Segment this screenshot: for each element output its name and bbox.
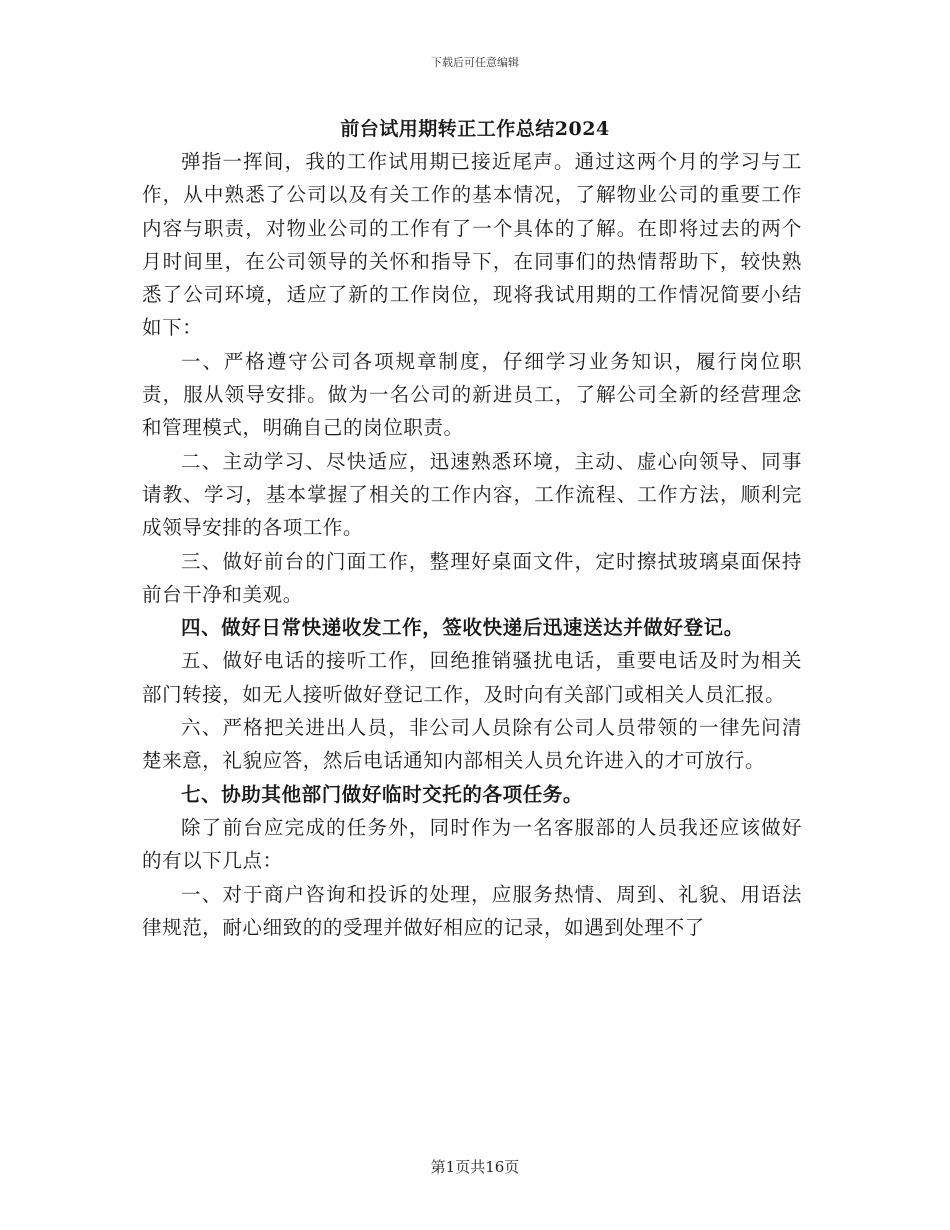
paragraph-item-2: 二、主动学习、尽快适应，迅速熟悉环境，主动、虚心向领导、同事请教、学习，基本掌握了相关的工作内容，工作流程、工作方法，顺利完成领导安排的各项工作。 [142,449,802,540]
paragraph-service-item-1: 一、对于商户咨询和投诉的处理，应服务热情、周到、礼貌、用语法律规范，耐心细致的的受理并做好相应的记录，如遇到处理不了 [142,882,802,939]
paragraph-item-7: 七、协助其他部门做好临时交托的各项任务。 [181,782,584,806]
paragraph-item-6: 六、严格把关进出人员，非公司人员除有公司人员带领的一律先问清楚来意，礼貌应答，然后电话通知内部相关人员允许进入的才可放行。 [142,716,802,773]
page-number-footer: 第1页共16页 [430,1158,520,1176]
paragraph-item-3: 三、做好前台的门面工作，整理好桌面文件，定时擦拭玻璃桌面保持前台干净和美观。 [142,549,802,606]
paragraph-item-4: 四、做好日常快递收发工作，签收快递后迅速送达并做好登记。 [181,616,744,640]
paragraph-item-1: 一、严格遵守公司各项规章制度，仔细学习业务知识，履行岗位职责，服从领导安排。做为一名公司的新进员工，了解公司全新的经营理念和管理模式，明确自己的岗位职责。 [142,349,802,440]
header-note: 下载后可任意编辑 [431,56,519,69]
paragraph-item-5: 五、做好电话的接听工作，回绝推销骚扰电话，重要电话及时为相关部门转接，如无人接听做好登记工作，及时向有关部门或相关人员汇报。 [142,649,802,706]
document-body [142,145,802,944]
paragraph-intro: 弹指一挥间，我的工作试用期已接近尾声。通过这两个月的学习与工作，从中熟悉了公司以及有关工作的基本情况，了解物业公司的重要工作内容与职责，对物业公司的工作有了一个具体的了解。在即将过去的两个月时间里，在公司领导的关怀和指导下，在同事们的热情帮助下，较快熟悉了公司环境，适应了新的工作岗位，现将我试用期的工作情况简要小结如下： [142,150,802,340]
document-title: 前台试用期转正工作总结2024 [340,118,610,140]
paragraph-service-intro: 除了前台应完成的任务外，同时作为一名客服部的人员我还应该做好的有以下几点： [142,815,802,873]
